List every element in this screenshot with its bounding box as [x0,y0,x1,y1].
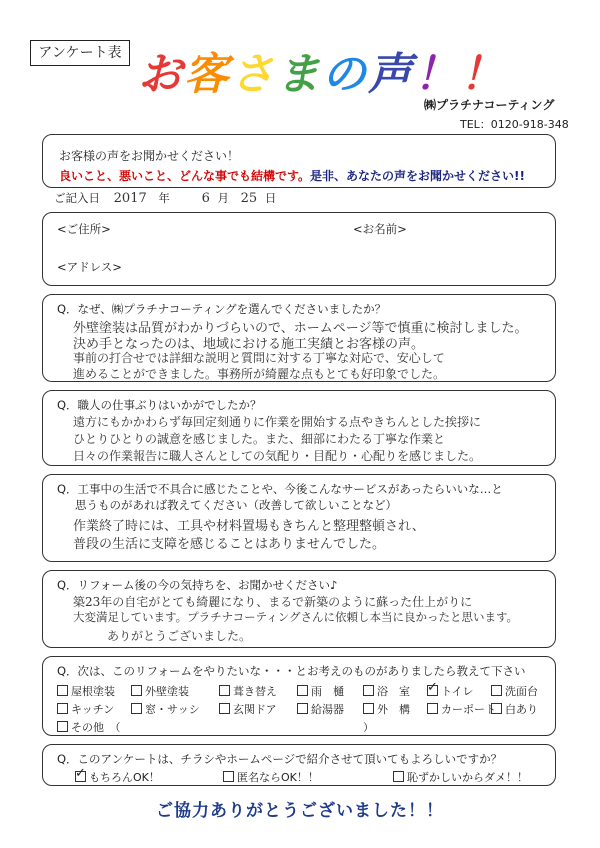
date-label: ご記入日 [54,191,100,205]
question-3-card [42,474,556,562]
date-day: 25 [240,191,258,206]
other-close-paren: ） [363,721,374,734]
reform-option-label: 雨 樋 [311,685,344,698]
date-month: 6 [201,191,210,206]
answer-3-line: 普段の生活に支障を感じることはありませんでした。 [73,537,386,552]
reform-option[interactable] [491,701,538,717]
intro-card [42,134,556,188]
permission-option-label: 匿名ならOK！！ [237,771,319,784]
question-3-sub: 思うものがあれば教えてください（改善して欲しいことなど） [75,498,397,512]
question-2: Q．職人の仕事ぶりはいかがでしたか？ [57,398,262,412]
reform-option[interactable] [57,701,114,717]
checkbox-icon[interactable] [297,685,308,696]
question-2-card [42,390,556,466]
question-1-card [42,294,556,382]
reform-option[interactable] [427,701,496,717]
page-title [138,38,506,102]
intro-blue-text: 是非、あなたの声をお聞かせください!! [310,169,525,183]
answer-2-line: 遠方にもかかわらず毎回定刻通りに作業を開始する点やきちんとした挨拶に [73,415,482,429]
intro-red-text: 良いこと、悪いこと、どんな事でも結構です。 [59,169,311,183]
reform-option-label: カーポート [441,703,496,716]
question-6: Q．このアンケートは、チラシやホームページで紹介させて頂いてもよろしいですか？ [57,752,503,766]
title-char: ！ [414,49,460,100]
reform-option[interactable] [219,683,277,699]
title-char: ま [276,49,322,100]
title-char: ！ [460,49,506,100]
answer-4-line: ありがとうございました。 [107,629,252,643]
question-3: Q．工事中の生活で不具合に感じたことや、今後こんなサービスがあったらいいな…と [57,482,503,496]
checkbox-icon[interactable] [363,703,374,714]
checkbox-icon[interactable] [363,685,374,696]
checkbox-icon[interactable] [219,703,230,714]
checkbox-icon[interactable] [491,703,502,714]
reform-option-label: 給湯器 [311,703,344,716]
checkbox-icon[interactable] [491,685,502,696]
company-name: ㈱プラチナコーティング [424,98,555,112]
answer-2-line: 日々の作業報告に職人さんとしての気配り・目配り・心配りを感じました。 [73,449,482,463]
checkbox-icon[interactable] [57,685,68,696]
reform-option[interactable] [491,683,538,699]
name-label: <お名前> [353,222,407,236]
answer-4-line: 築23年の自宅がとても綺麗になり、まるで新築のように蘇った仕上がりに [73,595,473,609]
reform-option-label: 外壁塗装 [145,685,189,698]
question-4-card [42,570,556,648]
permission-option-label: 恥ずかしいからダメ！！ [407,771,528,784]
permission-option[interactable] [393,769,528,785]
reform-option-label: 葺き替え [233,685,277,698]
question-1: Q．なぜ、㈱プラチナコーティングを選んでくださいましたか？ [57,302,387,316]
reform-option[interactable] [131,683,189,699]
checkbox-icon[interactable] [75,771,86,782]
reform-option[interactable] [57,719,121,735]
reform-option-label: 窓・サッシ [145,703,200,716]
checkbox-icon[interactable] [57,703,68,714]
answer-1-line: 事前の打合せでは詳細な説明と質問に対する丁寧な対応で、安心して [73,351,445,365]
reform-option[interactable] [219,701,277,717]
checkbox-icon[interactable] [393,771,404,782]
answer-1-line: 進めることができました。事務所が綺麗な点もとても好印象でした。 [73,367,446,381]
reform-option-label: 外 構 [377,703,410,716]
checkbox-icon[interactable] [427,703,438,714]
title-char: 声 [368,49,414,100]
answer-1-line: 外壁塗装は品質がわかりづらいので、ホームページ等で慎重に検討しました。 [73,321,528,336]
answer-2-line: ひとりひとりの誠意を感じました。また、細部にわたる丁寧な作業と [73,432,446,446]
title-char: の [322,49,368,100]
question-6-card [42,744,556,786]
checkbox-icon[interactable] [223,771,234,782]
checkbox-icon[interactable] [297,703,308,714]
year-unit: 年 [158,191,170,205]
reform-option-label: 洗面台 [505,685,538,698]
reform-option-label: 屋根塗装 [71,685,115,698]
day-unit: 日 [264,191,277,205]
phone-number: TEL：0120-918-348 [460,118,569,131]
reform-option[interactable] [131,701,200,717]
reform-option[interactable] [297,683,344,699]
checkbox-icon[interactable] [131,685,142,696]
title-char: さ [230,49,276,100]
reform-option[interactable] [427,683,473,699]
checkbox-icon[interactable] [57,721,68,732]
permission-option[interactable] [223,769,319,785]
question-5: Q．次は、このリフォームをやりたいな・・・とお考えのものがありましたら教えて下さい [57,664,526,678]
answer-4-line: 大変満足しています。プラチナコーティングさんに依頼し本当に良かったと思います。 [73,610,519,624]
reform-option-label: その他 （ [71,721,121,734]
answer-1-line: 決め手となったのは、地域における施工実績とお客様の声。 [73,337,425,352]
permission-option[interactable] [75,769,160,785]
email-label: <アドレス> [57,260,122,274]
reform-option[interactable] [57,683,115,699]
checkbox-icon[interactable] [427,685,438,696]
checkbox-icon[interactable] [131,703,142,714]
thanks-message: ご協力ありがとうございました！！ [156,801,444,821]
title-char: 客 [184,49,230,100]
reform-option[interactable] [363,701,410,717]
permission-option-label: もちろんOK！ [89,771,160,784]
intro-request [59,167,525,184]
question-5-card [42,656,556,736]
reform-option[interactable] [363,683,410,699]
survey-label: アンケート表 [30,40,130,66]
checkbox-icon[interactable] [219,685,230,696]
reform-option-label: トイレ [441,685,474,698]
reform-option-label: キッチン [71,703,115,716]
address-card [42,212,556,286]
address-label: <ご住所> [57,222,111,236]
reform-option-label: 浴 室 [377,685,410,698]
reform-option[interactable] [297,701,344,717]
reform-option-label: 白あり [505,703,538,716]
reform-option-label: 玄関ドア [233,703,277,716]
date-year: 2017 [113,191,147,206]
month-unit: 月 [217,191,229,205]
question-4: Q．リフォーム後の今の気持ちを、お聞かせください♪ [57,578,338,592]
date-line [54,190,276,206]
intro-text: お客様の声をお聞かせください！ [59,149,240,163]
answer-3-line: 作業終了時には、工具や材料置場もきちんと整理整頓され、 [73,519,425,534]
title-char: お [138,49,184,100]
